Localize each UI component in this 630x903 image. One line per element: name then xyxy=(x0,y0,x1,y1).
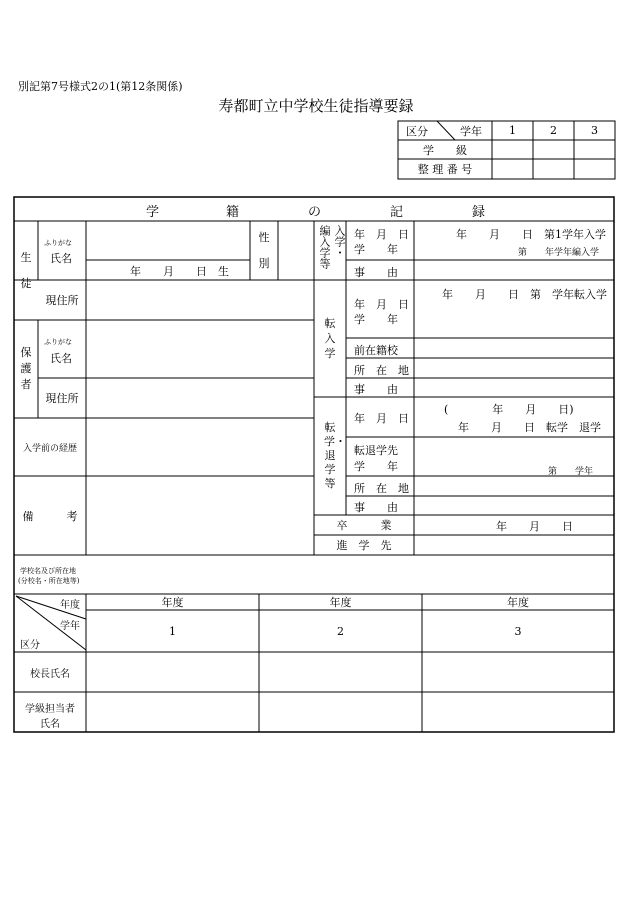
remarks-label: 備 考 xyxy=(22,509,78,523)
transfer-out-date-value-2: 年 月 日 転学 退学 xyxy=(458,421,601,434)
admission-reason-label: 事 由 xyxy=(354,266,398,279)
grade-1-cell: 1 xyxy=(169,624,176,638)
prior-history-label: 入学前の経歴 xyxy=(22,443,77,454)
student-name-label: 氏名 xyxy=(50,252,72,265)
guardian-label: 保護者 xyxy=(20,346,32,391)
principal-label: 校長氏名 xyxy=(30,668,70,680)
admission-grade-label: 学 年 xyxy=(354,243,398,256)
transfer-out-label: 転学・退学等 xyxy=(324,421,346,490)
kubun-corner-label: 区分 xyxy=(20,640,40,651)
transfer-out-location-label: 所 在 地 xyxy=(354,482,409,495)
student-label: 生徒 xyxy=(20,250,32,290)
student-furigana: ふりがな xyxy=(44,239,72,247)
transfer-dest-label: 転退学先 xyxy=(354,444,398,457)
grade-3-cell: 3 xyxy=(514,624,522,638)
grade-2-header: 2 xyxy=(550,124,557,137)
transfer-out-grade-value: 第 学年 xyxy=(548,467,594,477)
transfer-in-reason-label: 事 由 xyxy=(354,383,398,396)
document-title: 寿都町立中学校生徒指導要録 xyxy=(218,97,414,115)
birth-date-label: 年 月 日 生 xyxy=(130,265,229,278)
transfer-in-grade-label: 学 年 xyxy=(354,313,398,326)
transfer-out-grade-label: 学 年 xyxy=(354,460,398,473)
next-school-label: 進 学 先 xyxy=(336,539,392,552)
grade-3-header: 3 xyxy=(591,124,598,137)
student-address-label: 現住所 xyxy=(45,294,79,307)
guardian-name-label: 氏名 xyxy=(50,352,72,365)
year-2-header: 年度 xyxy=(329,596,352,609)
transfer-in-date-value: 年 月 日 第 学年転入学 xyxy=(442,288,607,301)
admission-date-label: 年 月 日 xyxy=(354,228,409,241)
class-label: 学 級 xyxy=(423,143,467,157)
section-heading: 学 籍 の 記 録 xyxy=(146,205,486,220)
transfer-in-date-label: 年 月 日 xyxy=(354,298,409,311)
year-1-header: 年度 xyxy=(161,596,184,609)
year-3-header: 年度 xyxy=(507,596,529,609)
transfer-out-date-label: 年 月 日 xyxy=(354,412,409,425)
admission-date-value: 年 月 日 第1学年入学 xyxy=(456,228,606,241)
transfer-out-date-value-1: ( 年 月 日) xyxy=(444,403,574,416)
kubun-label: 区分 xyxy=(406,125,428,138)
transfer-in-label: 転入学 xyxy=(324,317,336,360)
sex-label: 性別 xyxy=(258,230,270,270)
transfer-in-location-label: 所 在 地 xyxy=(354,364,409,377)
form-reference: 別記第7号様式2の1(第12条関係) xyxy=(18,80,183,93)
nendo-corner-label: 年度 xyxy=(60,600,80,611)
graduation-label: 卒 業 xyxy=(336,519,392,532)
gakunen-corner-label: 学年 xyxy=(60,621,80,632)
gakunen-label: 学年 xyxy=(460,125,482,138)
guardian-address-label: 現住所 xyxy=(45,392,79,405)
grade-1-header: 1 xyxy=(509,124,516,137)
homeroom-teacher-label: 学級担当者 氏名 xyxy=(25,704,75,730)
admission-label: 入学・ 編入学等 xyxy=(318,225,346,269)
transfer-out-reason-label: 事 由 xyxy=(354,501,398,514)
admission-grade-value: 第 年学年編入学 xyxy=(518,248,600,258)
school-name-label: 学校名及び所在地 (分校名・所在地等) xyxy=(18,567,80,585)
graduation-value: 年 月 日 xyxy=(496,520,573,533)
guardian-furigana: ふりがな xyxy=(44,338,72,346)
prev-school-label: 前在籍校 xyxy=(354,344,398,357)
number-label: 整 理 番 号 xyxy=(417,163,473,176)
grade-2-cell: 2 xyxy=(337,624,344,638)
